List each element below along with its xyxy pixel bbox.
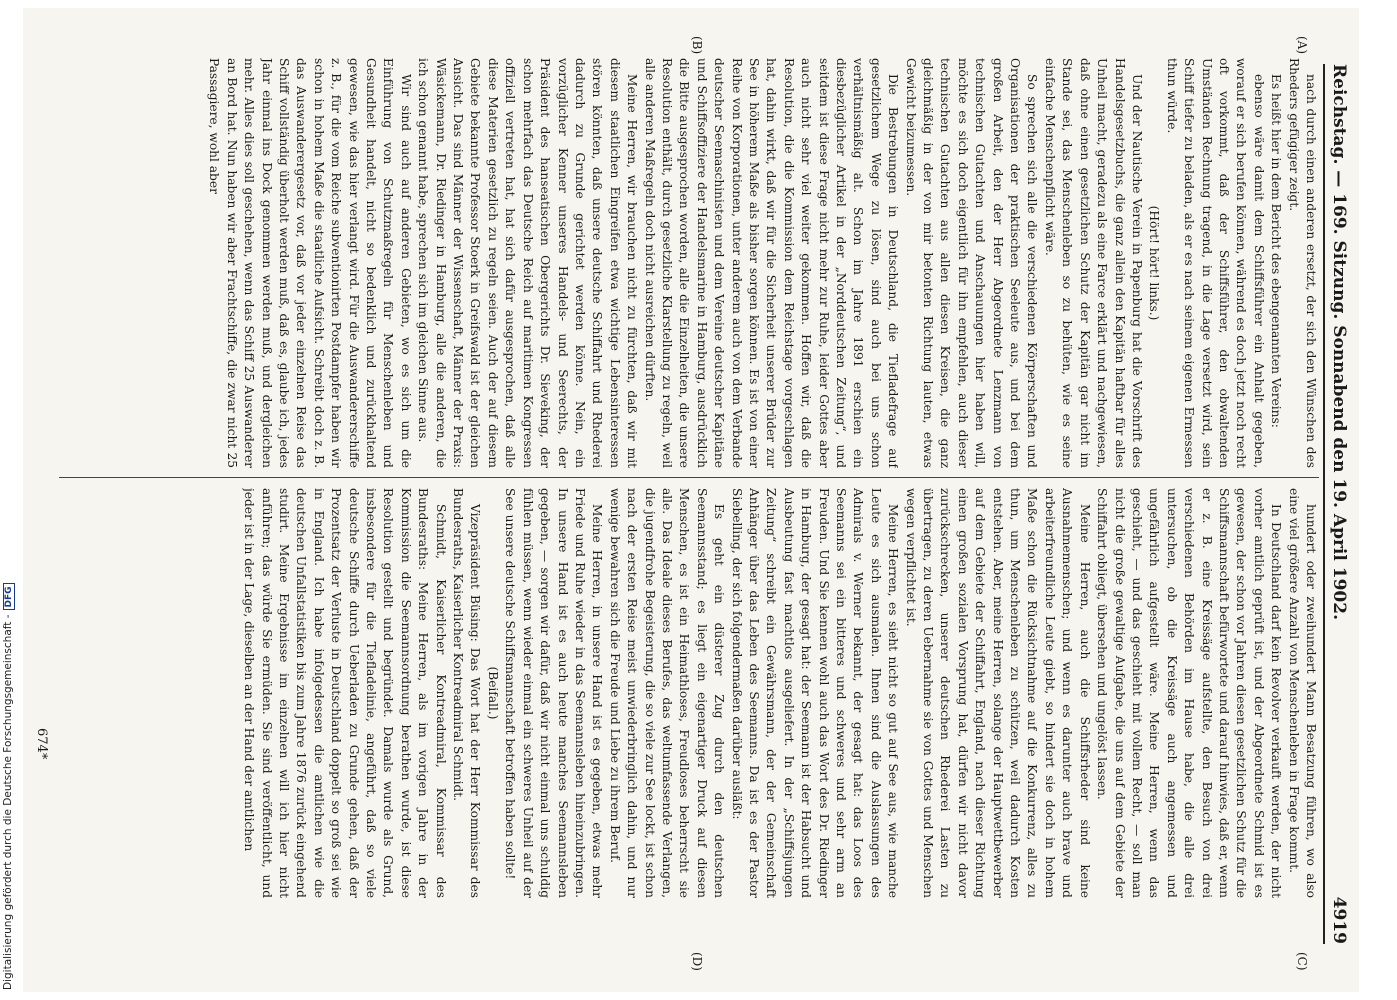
margin-marker-d: (D) [690,952,704,971]
digitization-note [0,10,16,990]
paragraph: Vizepräsident Büsing: Das Wort hat der Herr Kommissar des Bundesraths, Kaiserlicher Kontreadmiral Schmidt. [451,488,483,898]
paragraph: Meine Herren, auch die Schiffsrheder sind keine Ausnahmemenschen; und wenn es darunter auch brave und arbeiterfreundliche Leute giebt, so hindert sie doch in hohem Maße schon die Rücksichtnahme auf die Konkurrenz, alles zu thun, um Menschenleben zu schützen, weil dadurch Kosten entstehen. Aber, meine Herren, solange der Hauptwettbewerber auf dem Gebiete der Schiffahrt, England, nach dieser Richtung einen großen sozialen Vorsprung hat, dürfen wir nicht davor zurückschrecken, unserer deutschen Rhederei Lasten zu übertragen, zu deren Uebernahme sie von Gottes und Menschen wegen verpflichtet ist. [903,488,1092,898]
paragraph: Schmidt, Kaiserlicher Kontreadmiral, Kommissar des Bundesraths: Meine Herren, als im vorigen Jahre in der Kommission die Seemannsordnung berathen wurde, ist diese Resolution gestellt und begründet. Damals wurde als Grund, insbesondere für die Tiefladelinie, angeführt, daß so viele deutsche Schiffe durch Ueberladen zu Grunde gehen, daß der Prozentsatz der Verluste in Deutschland doppelt so groß sei wie in England. Ich habe infolgedessen die amtlichen wie die deutschen Unfallstatistiken bis zum Jahre 1876 zurück eingehend studirt. Meine Ergebnisse im einzelnen will ich hier nicht anführen; das würde Sie ermüden. Sie sind veröffentlicht, und jeder ist in der Lage, dieselben an der Hand der amtlichen [242,488,448,898]
document-sheet [23,8,1359,992]
paragraph: Die Bestrebungen in Deutschland, die Tiefladefrage auf gesetzlichem Wege zu lösen, sind auch bei uns schon verhältnismäßig alt. Schon im Jahre 1891 erschien ein diesbezüglicher Artikel in der „Norddeutschen Zeitung“, und seitdem ist diese Frage nicht mehr zur Ruhe, leider Gottes aber auch nicht sehr viel weiter gekommen. Hoffen wir, daß die Resolution, die die Kommission dem Reichstage vorgeschlagen hat, dahin wirkt, daß wir für die Sicherheit unserer Brüder zur See in höherem Maße als bisher sorgen können. Es ist von einer Reihe von Korporationen, unter anderem auch von dem Verbande deutscher Seemaschinisten und dem Vereine deutscher Kapitäne und Schiffsoffiziere der Handelsmarine in Hamburg, ausdrücklich die Bitte ausgesprochen worden, alle die Einzelheiten, die unsere Resolution enthält, durch gesetzliche Klarstellung zu regeln, weil alle anderen Maßregeln doch nicht ausreichen dürften. [642,58,901,468]
paragraph: hundert oder zweihundert Mann Besatzung führen, wo also eine viel größere Anzahl von Menschenleben in Frage kommt. [1286,488,1318,898]
page-number: 4919 [1329,896,1349,944]
header-title: Reichstag. — 169. Sitzung. Sonnabend den 19. April 1902. [1329,64,1349,620]
digitization-note-text: Digitalisierung gefördert durch die Deutsche Forschungsgemeinschaft - [2,614,14,990]
paragraph: (Beifall.) [485,666,500,720]
paragraph: In Deutschland darf kein Revolver verkauft werden, der nicht vorher amtlich geprüft ist, und der Abgeordnete Schmid ist es gewesen, der schon vor Jahren diesen gesetzlichen Schutz für die Schiffsmannschaft befürwortete und darauf hinwies, daß er, wenn er z. B. eine Kreissäge aufstellte, den Besuch von drei verschiedenen Behörden im Hause habe, die alle drei untersuchen, ob die Kreissäge auch angemessen und ungefährlich aufgestellt wäre. Meine Herren, wenn das geschieht, — und das geschieht mit vollem Recht, — soll man nicht die große gewaltige Aufgabe, die uns auf dem Gebiete der Schiffahrt obliegt, übersehen und ungelöst lassen. [1095,488,1284,898]
paragraph: Wir sind auch auf anderen Gebieten, wo es sich um die Einführung von Schutzmaßregeln für Menschenleben und Gesundheit handelt, nicht so bedenklich und zurückhaltend gewesen, wie das hier verlangt wird. Für die Auswandererschiffe z. B., für die vom Reiche subventionirten Postdampfer haben wir schon in hohem Maße die staatliche Aufsicht. Schreibt doch z. B. das Auswanderergesetz vor, daß vor jeder einzelnen Reise das Schiff vollständig überholt werden muß, daß es, glaube ich, jedes Jahr einmal ins Dock genommen werden muß, und dergleichen mehr. Alles dies soll geschehen, wenn das Schiff 25 Auswanderer an Bord hat. Nun haben wir aber Frachtschiffe, die zwar nicht 25 Passagiere, wohl aber [207,58,413,468]
page-header [1323,64,1351,944]
paragraph: nach durch einen anderen ersetzt, der sich den Wünschen des Rheders gefügiger zeigt. [1286,58,1318,468]
margin-marker-c: (C) [1295,952,1309,971]
paragraph: Es heißt hier in dem Bericht des ebengenannten Vereins: [1269,74,1284,428]
text-column-left [39,58,1319,468]
margin-marker-b: (B) [690,36,704,55]
paragraph: Meine Herren, in unsere Hand ist es gegeben, etwas mehr Friede und Ruhe wieder in das Seemannsleben hineinzubringen. In unsere Hand ist es auch heute manches Seemannsleben gegeben, — sorgen wir dafür, daß wir nicht einmal uns schuldig fühlen müssen, wenn wieder einmal ein schweres Unheil auf der See unsere deutsche Schiffsmannschaft betroffen haben sollte! [503,488,605,898]
paragraph: Und der Nautische Verein in Papenburg hat die Vorschrift des Handelsgesetzbuchs, die ganz allein den Kapitän haftbar für alles Unheil macht, geradezu als eine Farce erklärt und nachgewiesen, daß ohne einen gesetzlichen Schutz der Kapitän gar nicht im Stande sei, das Menschenleben so zu behüten, wie es seine einfache Menschenpflicht wäre. [1042,58,1144,468]
dfg-logo: DFG [3,583,15,610]
paragraph: ebenso wäre damit dem Schiffsführer ein Anhalt gegeben, worauf er sich berufen können, während es doch jetzt noch recht oft vorkommt, daß der Schiffsführer, den obwaltenden Umständen Rechnung tragend, in die Lage versetzt wird, sein Schiff tiefer zu beladen, als er es nach seinem eigenen Ermessen thun würde. [1164,58,1266,468]
paragraph: Meine Herren, wir brauchen nicht zu fürchten, daß wir mit diesem staatlichen Eingreifen etwa wichtige Lebensinteressen stören könnten, daß unsere deutsche Schiffahrt und Rhederei dadurch zu Grunde gerichtet werden könne. Nein, ein vorzüglicher Kenner unseres Handels- und Seerechts, der Präsident des hanseatischen Obergerichts Dr. Sieveking, der schon mehrfach das Deutsche Reich auf maritimen Kongressen offiziell vertreten hat, hat sich dafür ausgesprochen, daß alle diese Materien gesetzlich zu regeln seien. Auch der auf diesem Gebiete bekannte Professor Stoerk in Greifswald ist der gleichen Ansicht. Das sind Männer der Wissenschaft, Männer der Praxis: Wäsickemann, Dr. Riedinger in Hamburg, alle die anderen, die ich schon genannt habe, sprechen sich im gleichen Sinne aus. [416,58,640,468]
column-divider [59,477,1319,478]
margin-marker-a: (A) [1295,36,1309,55]
text-column-right [39,488,1319,898]
printer-signature: 674* [34,728,49,760]
paragraph: So sprechen sich alle die verschiedenen Körperschaften und Organisationen der praktischen Seeleute aus, und bei dem großen Arbeit, den der Herr Abgeordnete Lenzmann von technischen Gutachten und Anschauungen hier haben will, möchte es sich doch eigentlich für ihn empfehlen, auch dieser technischen Gutachten aus allen diesen Kreisen, die ganz gleichmäßig in der von mir betonten Richtung lauten, etwas Gewicht beizumessen. [903,58,1040,468]
paragraph: Es geht ein düsterer Zug durch den deutschen Seemannsstand; es liegt ein eigenartiger Druck auf diesen Menschen, es ist ein Heimathloses, Freudloses beherrscht sie alle. Das Ideale dieses Berufes, das weltumfassende Verlangen, die jugendfrohe Begeisterung, die so viele zur See lockt, ist schon nach der ersten Reise meist unwiederbringlich dahin, und nur wenige bewahren sich die Freude und Liebe zu ihrem Beruf. [607,488,727,898]
paragraph: (Hört! hört! links.) [1147,205,1162,321]
paragraph: Meine Herren, es sieht nicht so gut auf See aus, wie manche Leute es sich ausmalen. Ihnen sind die Auslassungen des Admirals v. Werner bekannt, der gesagt hat: das Loos des Seemanns sei ein bitteres und schweres und sehr arm an Freuden. Und Sie kennen wohl auch das Wort des Dr. Riedinger in Hamburg, der gesagt hat: der Seemann ist der Habsucht und Ausbeutung fast machtlos ausgeliefert. In der „Schiffsjungen Zeitung“ schreibt ein Gewährsmann, der der Gemeinschaft Anhänger über das Leben des Seemanns. Da ist es der Pastor Siebelling, der sich folgendermaßen darüber ausläßt: [729,488,901,898]
